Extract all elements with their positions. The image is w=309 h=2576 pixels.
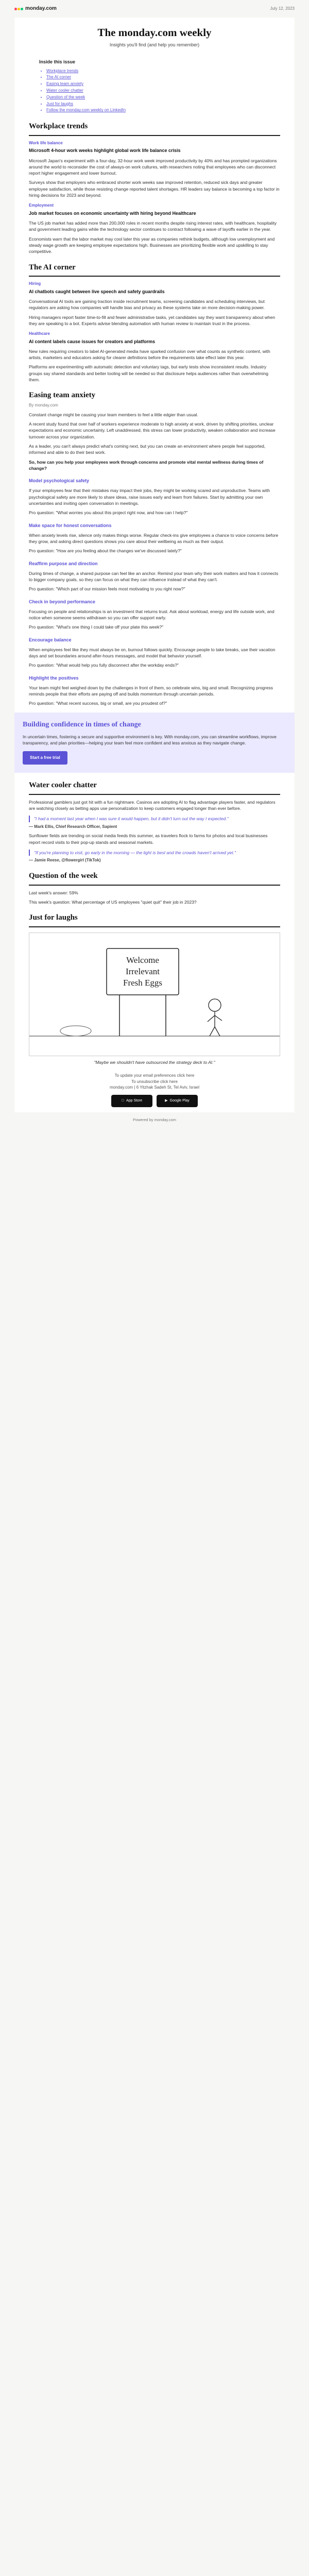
tip-heading: Highlight the positives — [29, 675, 79, 681]
logo-mark-icon — [14, 8, 23, 10]
app-store-badges — [29, 1095, 280, 1107]
tip-question: Pro question: "What would help you fully disconnect after the workday ends?" — [29, 663, 179, 668]
article-paragraph: Economists warn that the labor market may cool later this year as companies rethink budgets, although low unemployment and steady wage growth are keeping employee expectations high. Businesses are prioritizing flexible work and upskilling to stay competitive. — [29, 236, 275, 255]
tip-paragraph: Focusing on people and relationships is an investment that returns trust. Ask about workload, energy and life outside work, and notice when someone seems withdrawn so you can offer support early. — [29, 608, 274, 620]
powered-by-label: Powered by — [132, 1117, 153, 1123]
section-divider — [29, 135, 280, 136]
article-paragraph: New rules requiring creators to label AI-generated media have sparked confusion over what counts as synthetic content, with artists, marketers and educators asking for clearer definitions before the requirements take effect later this year. — [29, 348, 270, 361]
tip-paragraph: If your employees fear that their mistakes may impact their jobs, they might be working scared and unproductive. Teams with psychological safety are more likely to share ideas, raise issues early and learn from failures. Start by admitting your own uncertainties and inviting open conversation in meetings. — [29, 488, 270, 506]
sign-text-bottom: Fresh Eggs — [123, 977, 163, 988]
sign-text-top: Welcome — [126, 955, 159, 965]
play-icon: ▶ — [165, 1098, 168, 1103]
section-title-anxiety: Easing team anxiety — [29, 391, 96, 400]
brand-logo[interactable] — [14, 5, 57, 13]
last-answer: Last week's answer: 59% — [29, 890, 78, 895]
cta-heading: Building confidence in times of change — [23, 721, 141, 729]
pull-quote: "I had a moment last year when I was sure it would happen, but it didn't turn out the way I expected." — [29, 816, 280, 822]
section-divider — [29, 794, 280, 795]
google-play-button[interactable] — [157, 1095, 198, 1107]
section-divider — [29, 926, 280, 927]
comic-caption: "Maybe we shouldn't have outsourced the strategy deck to AI." — [94, 1059, 215, 1065]
section-divider — [29, 885, 280, 886]
masthead-subtitle: Insights you'll find (and help you remember) — [109, 42, 200, 48]
tip-heading: Encourage balance — [29, 637, 72, 642]
toc-item[interactable]: • Just for laughs — [46, 101, 280, 108]
section-title-workplace: Workplace trends — [29, 122, 88, 131]
quote-attribution: — Jamie Reese, @flowergirl (TikTok) — [29, 858, 101, 863]
byline: By monday.com — [29, 403, 58, 408]
toc-item[interactable]: • Water cooler chatter — [46, 88, 280, 94]
story-paragraph: Professional gamblers just got hit with a fun nightmare. Casinos are adopting AI to flag advantage players faster, and regulators are watching closely as betting apps use personalization to keep customers engaged longer than ever before. — [29, 799, 276, 811]
app-store-button[interactable] — [111, 1095, 152, 1107]
article-paragraph: Conversational AI tools are gaining traction inside recruitment teams, screening candidates and scheduling interviews, but regulators are asking how companies will handle bias and privacy as these systems take on more decision-making power. — [29, 298, 265, 311]
powered-by — [0, 1112, 309, 1132]
article-headline[interactable]: AI chatbots caught between live speech and safety guardrails — [29, 289, 165, 294]
article-headline[interactable]: Job market focuses on economic uncertainty with hiring beyond Healthcare — [29, 210, 196, 216]
tip-question: Pro question: "Which part of our mission feels most motivating to you right now?" — [29, 586, 185, 592]
toc-item[interactable]: • Workplace trends — [46, 68, 280, 75]
section-title-ai: The AI corner — [29, 263, 76, 272]
intro-paragraph: Constant change might be causing your team members to feel a little edgier than usual. — [29, 412, 198, 417]
this-week-question: This week's question: What percentage of US employees "quiet quit" their job in 2023? — [29, 899, 197, 905]
intro-paragraph: A recent study found that over half of workers experience moderate to high anxiety at work, driven by shifting priorities, unclear expectations and economic uncertainty. Left unaddressed, this stress can lower productivity, weaken collaboration and increase turnover across your organization. — [29, 421, 276, 439]
brand-name: monday.com — [25, 5, 57, 11]
toc-item[interactable]: • Easing team anxiety — [46, 81, 280, 88]
masthead-title: The monday.com weekly — [97, 26, 212, 39]
tip-heading: Check in beyond performance — [29, 599, 96, 604]
sign-text-mid: Irrelevant — [125, 966, 160, 976]
story-paragraph: Sunflower fields are trending on social media feeds this summer, as travelers flock to farms for photos and local businesses report record visits to their pop-up stands and seasonal markets. — [29, 833, 268, 845]
section-divider — [29, 276, 280, 277]
tip-heading: Model psychological safety — [29, 478, 90, 484]
article-paragraph: Microsoft Japan's experiment with a four-day, 32-hour work week improved productivity by 40% and has prompted organizations around the world to reconsider the cost of always-on work cultures, with researchers noting that employees who can disconnect report higher engagement and lower burnout. — [29, 158, 277, 176]
app-store-label: App Store — [125, 1098, 141, 1103]
issue-date: July 12, 2023 — [270, 6, 295, 11]
tip-question: Pro question: "How are you feeling about the changes we've discussed lately?" — [29, 548, 182, 554]
intro-paragraph: As a leader, you can't always predict what's coming next, but you can create an environment where people feel supported, informed and able to do their best work. — [29, 444, 266, 455]
section-title-laughs: Just for laughs — [29, 913, 78, 922]
tip-question: Pro question: "What worries you about this project right now, and how can I help?" — [29, 510, 188, 516]
comic-illustration — [29, 933, 280, 1056]
apple-icon — [122, 1098, 124, 1104]
article-paragraph: The US job market has added more than 200,000 roles in recent months despite rising interest rates, with healthcare, hospitality and government leading gains while the technology sector continues to contract following a wave of layoffs earlier in the year. — [29, 221, 277, 232]
article-tag: Hiring — [29, 281, 41, 286]
article-tag: Work life balance — [29, 140, 63, 145]
powered-by-brand[interactable]: monday.com — [154, 1117, 177, 1123]
tip-paragraph: During times of change, a shared purpose can feel like an anchor. Remind your team why their work matters and how it connects to bigger company goals, so they can focus on what they can influence instead of what they can't. — [29, 570, 279, 582]
tip-paragraph: When anxiety levels rise, silence only makes things worse. Regular check-ins give employees a chance to voice concerns before they grow, and asking direct questions shows you care about their wellbeing as much as their output. — [29, 532, 279, 544]
pull-quote: "If you're planning to visit, go early in the morning — the light is best and the crowds haven't arrived yet." — [29, 850, 280, 856]
cta-body: In uncertain times, fostering a secure and supportive environment is key. With monday.com, you can streamline workflows, improve transparency, and plan priorities—helping your team feel more confident and less anxious as they navigate change. — [23, 734, 277, 746]
toc-item[interactable]: • The AI corner — [46, 74, 280, 81]
tip-heading: Reaffirm purpose and direction — [29, 561, 98, 566]
tip-paragraph: Your team might feel weighed down by the challenges in front of them, so celebrate wins, big and small. Recognizing progress reminds people that their efforts are paying off and builds momentum through uncertain periods. — [29, 685, 273, 697]
cta-banner — [14, 713, 295, 773]
free-trial-button[interactable]: Start a free trial — [23, 751, 67, 765]
comic-drawing — [29, 933, 280, 1056]
newsletter-card — [14, 18, 295, 1112]
section-title-water-cooler: Water cooler chatter — [29, 781, 97, 789]
article-headline[interactable]: Microsoft 4-hour work weeks highlight global work life balance crisis — [29, 148, 181, 154]
tip-paragraph: When employees feel like they must always be on, burnout follows quickly. Encourage people to take breaks, use their vacation days and set boundaries around after-hours messages, and model that behavior yourself. — [29, 647, 276, 658]
section-title-question: Question of the week — [29, 871, 98, 880]
article-paragraph: Platforms are experimenting with automatic detection and voluntary tags, but early tests show inconsistent results. Industry groups say shared standards and better tooling will be needed so that disclosure helps audiences rather than overwhelming them. — [29, 364, 268, 383]
google-play-label: Google Play — [169, 1098, 190, 1103]
masthead — [29, 18, 280, 54]
article-tag: Employment — [29, 203, 54, 208]
table-of-contents — [39, 59, 280, 114]
top-bar — [0, 0, 309, 18]
footer-address: monday.com | 6 Yitzhak Sadeh St, Tel Aviv, Israel — [109, 1085, 200, 1090]
toc-linkedin-link[interactable]: • Follow the monday.com weekly on LinkedIn — [46, 107, 280, 114]
tip-question: Pro question: "What recent success, big or small, are you proudest of?" — [29, 701, 167, 706]
footer-unsubscribe-link[interactable]: To unsubscribe click here — [131, 1079, 178, 1084]
article-paragraph: Hiring managers report faster time-to-fill and fewer administrative tasks, yet candidates say they want transparency about when they are speaking to a bot. Experts advise blending automation with human review to maintain trust in the process. — [29, 314, 276, 326]
toc-item[interactable]: • Question of the week — [46, 94, 280, 101]
article-headline[interactable]: AI content labels cause issues for creators and platforms — [29, 338, 156, 344]
quote-attribution: — Mark Ellis, Chief Research Officer, Sapient — [29, 824, 117, 829]
lead-question: So, how can you help your employees work through concerns and promote vital mental wellness during times of change? — [29, 459, 264, 471]
tip-heading: Make space for honest conversations — [29, 522, 112, 528]
article-tag: Healthcare — [29, 331, 50, 336]
footer — [29, 1065, 280, 1112]
toc-heading: Inside this issue — [39, 59, 76, 65]
footer-preferences-link[interactable]: To update your email preferences click here — [114, 1073, 195, 1078]
tip-question: Pro question: "What's one thing I could take off your plate this week?" — [29, 624, 164, 630]
article-paragraph: Surveys show that employers who embraced shorter work weeks saw improved retention, reduced sick days and greater employee satisfaction, while those resisting change reported talent shortages. HR leaders say balance is becoming a top factor in hiring decisions for 2023 and beyond. — [29, 180, 280, 198]
